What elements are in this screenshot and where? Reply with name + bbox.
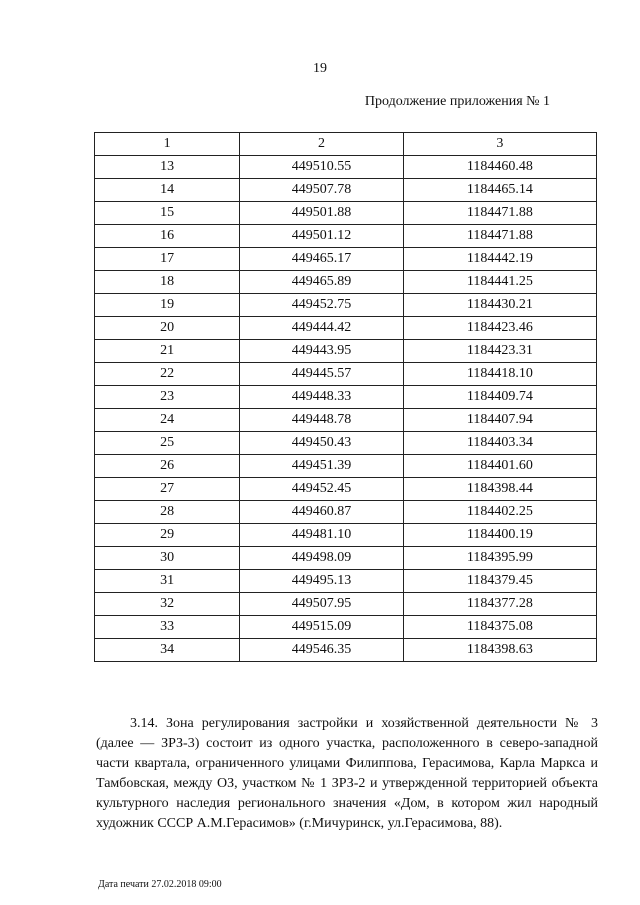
table-row: [95, 248, 597, 271]
table-row: [95, 317, 597, 340]
table-cell: 449445.57: [240, 363, 403, 386]
table-cell: 1184442.19: [403, 248, 596, 271]
table-cell: 21: [95, 340, 240, 363]
table-cell: 449501.88: [240, 202, 403, 225]
column-header: 2: [240, 133, 403, 156]
appendix-continuation: Продолжение приложения № 1: [364, 94, 550, 109]
table-cell: 449481.10: [240, 524, 403, 547]
table-row: [95, 593, 597, 616]
table-cell: 449450.43: [240, 432, 403, 455]
table-cell: 1184398.44: [403, 478, 596, 501]
table-cell: 24: [95, 409, 240, 432]
table-row: [95, 340, 597, 363]
table-row: [95, 639, 597, 662]
table-cell: 449507.95: [240, 593, 403, 616]
column-header: 1: [95, 133, 240, 156]
table-cell: 1184441.25: [403, 271, 596, 294]
page-number: 19: [313, 61, 327, 76]
table-row: [95, 455, 597, 478]
table-cell: 449451.39: [240, 455, 403, 478]
table-cell: 1184401.60: [403, 455, 596, 478]
table-cell: 20: [95, 317, 240, 340]
table-row: [95, 179, 597, 202]
table-cell: 27: [95, 478, 240, 501]
table-cell: 449515.09: [240, 616, 403, 639]
table-cell: 28: [95, 501, 240, 524]
table-row: [95, 271, 597, 294]
table-cell: 18: [95, 271, 240, 294]
table-cell: 449448.78: [240, 409, 403, 432]
table-cell: 449460.87: [240, 501, 403, 524]
table-cell: 1184471.88: [403, 202, 596, 225]
table-cell: 34: [95, 639, 240, 662]
table-row: [95, 294, 597, 317]
table-cell: 1184407.94: [403, 409, 596, 432]
coordinates-table: [94, 132, 597, 662]
table-cell: 29: [95, 524, 240, 547]
table-cell: 30: [95, 547, 240, 570]
table-cell: 15: [95, 202, 240, 225]
table-cell: 449465.17: [240, 248, 403, 271]
table-cell: 16: [95, 225, 240, 248]
table-row: [95, 524, 597, 547]
table-cell: 449546.35: [240, 639, 403, 662]
table-cell: 1184398.63: [403, 639, 596, 662]
table-cell: 1184471.88: [403, 225, 596, 248]
table-cell: 19: [95, 294, 240, 317]
table-row: [95, 547, 597, 570]
table-row: [95, 432, 597, 455]
table-cell: 1184375.08: [403, 616, 596, 639]
table-cell: 449448.33: [240, 386, 403, 409]
table-cell: 1184402.25: [403, 501, 596, 524]
table-row: [95, 156, 597, 179]
table-cell: 31: [95, 570, 240, 593]
table-row: [95, 225, 597, 248]
table-row: [95, 202, 597, 225]
table-cell: 449498.09: [240, 547, 403, 570]
table-row: [95, 386, 597, 409]
table-cell: 22: [95, 363, 240, 386]
table-header-row: [95, 133, 597, 156]
table-row: [95, 409, 597, 432]
table-cell: 449443.95: [240, 340, 403, 363]
table-cell: 449465.89: [240, 271, 403, 294]
table-row: [95, 478, 597, 501]
table-row: [95, 616, 597, 639]
table-cell: 449452.75: [240, 294, 403, 317]
table-cell: 449507.78: [240, 179, 403, 202]
table-cell: 449501.12: [240, 225, 403, 248]
table-cell: 1184423.31: [403, 340, 596, 363]
table-cell: 1184395.99: [403, 547, 596, 570]
table-cell: 23: [95, 386, 240, 409]
table-cell: 1184418.10: [403, 363, 596, 386]
table-cell: 449452.45: [240, 478, 403, 501]
table-cell: 32: [95, 593, 240, 616]
table-cell: 1184377.28: [403, 593, 596, 616]
table-body: [95, 156, 597, 662]
table-cell: 13: [95, 156, 240, 179]
table-cell: 1184379.45: [403, 570, 596, 593]
table-cell: 1184465.14: [403, 179, 596, 202]
table-row: [95, 363, 597, 386]
table-cell: 1184409.74: [403, 386, 596, 409]
table-cell: 1184400.19: [403, 524, 596, 547]
table-cell: 14: [95, 179, 240, 202]
table-cell: 449510.55: [240, 156, 403, 179]
table-row: [95, 501, 597, 524]
table-cell: 1184423.46: [403, 317, 596, 340]
table-cell: 33: [95, 616, 240, 639]
table-cell: 1184403.34: [403, 432, 596, 455]
table-cell: 449444.42: [240, 317, 403, 340]
table-cell: 26: [95, 455, 240, 478]
table-cell: 1184430.21: [403, 294, 596, 317]
table-cell: 449495.13: [240, 570, 403, 593]
table-cell: 17: [95, 248, 240, 271]
column-header: 3: [403, 133, 596, 156]
table-cell: 1184460.48: [403, 156, 596, 179]
table-cell: 25: [95, 432, 240, 455]
table-row: [95, 570, 597, 593]
print-date: Дата печати 27.02.2018 09:00: [98, 879, 222, 890]
zone-description-paragraph: 3.14. Зона регулирования застройки и хозяйственной деятельности № 3 (далее — ЗРЗ-3) состоит из одного участка, расположенного в северо-западной части квартала, ограниченного улицами Филиппова, Герасимова, Карла Маркса и Тамбовская, между ОЗ, участком № 1 ЗРЗ-2 и утвержденной территорией объекта культурного наследия регионального значения «Дом, в котором жил народный художник СССР А.М.Герасимов» (г.Мичуринск, ул.Герасимова, 88).: [96, 716, 598, 831]
